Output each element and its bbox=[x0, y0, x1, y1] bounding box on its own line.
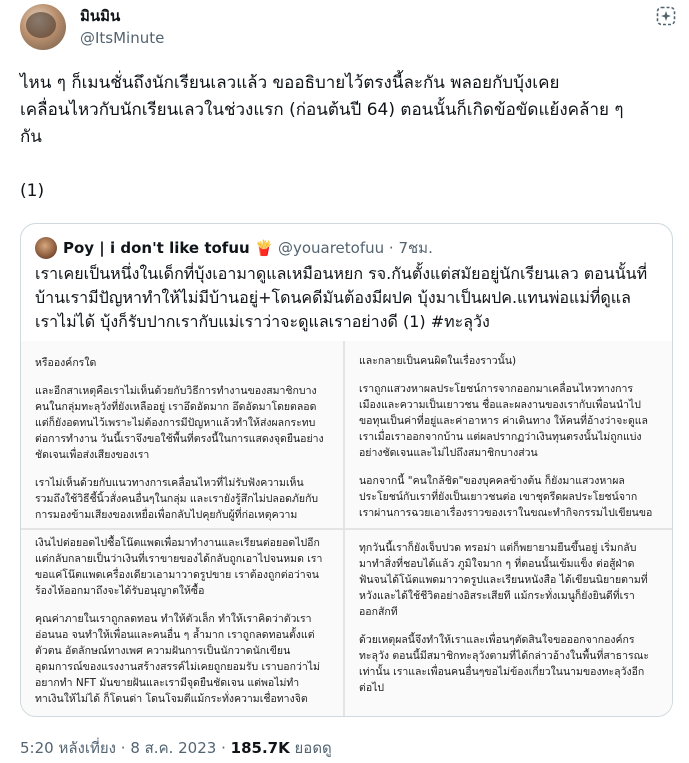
image-text-line: คุณค่าภายในเราถูกลดทอน ทำให้ตัวเล็ก ทำให้เราคิดว่าตัวเรา bbox=[35, 613, 312, 625]
tweet-thread-number: (1) bbox=[20, 181, 45, 201]
image-text-line: เท่านั้น เราและเพื่อนคนอื่นๆขอไม่ข้องเกี่ยวในนามของทะลุวังอีก bbox=[359, 666, 645, 678]
image-text-line: ร้องไห้ออกมาถึงจะได้รับอนุญาตให้ซื้อ bbox=[35, 585, 205, 597]
meta-separator: · bbox=[221, 739, 226, 757]
image-text-line: หรือองค์กรใด bbox=[35, 357, 97, 369]
tweet-line: กัน bbox=[20, 127, 42, 147]
quote-line: เราเคยเป็นหนึ่งในเด็กที่บุ้งเอามาดูแลเหมือนหยก รจ.กันตั้งแต่สมัยอยู่นักเรียนเลว ตอนนั้นที่ bbox=[35, 264, 648, 283]
image-text-line: เราถูกแสวงหาผลประโยชน์การจากออกมาเคลื่อนไหวทางการ bbox=[359, 383, 634, 395]
image-text-line: ทะลุวัง ตอนนี้มีสมาชิกทะลุวังตามที่ได้กล่าวอ้างในพื้นที่สาธารณะ bbox=[359, 650, 650, 662]
image-text-line: และกลายเป็นคนผิดในเรื่องราวนั้น) bbox=[359, 355, 517, 367]
quote-avatar bbox=[35, 237, 57, 259]
quote-line: เราไม่ได้ บุ้งก็รับปากเรากับแม่เราว่าจะดูแลเราอย่างดี (1) #ทะลุวัง bbox=[35, 312, 490, 331]
quote-text bbox=[35, 262, 660, 334]
post-date[interactable]: 8 ส.ค. 2023 bbox=[130, 739, 217, 757]
paragraph-gap bbox=[359, 528, 659, 540]
image-text-line: ออกสักที bbox=[359, 606, 398, 618]
image-text-line: อยากทำ NFT มันขายฝันและเรามีจุดยืนชัดเจน แต่พอไม่ทำ bbox=[35, 677, 300, 689]
author-name[interactable]: มินมิน bbox=[80, 7, 121, 25]
image-text-top-right bbox=[359, 353, 659, 521]
image-text-line: รวมถึงใช้วิธีชี้นิ้วสั่งคนอื่นๆในกลุ่ม และเรายังรู้สึกไม่ปลอดภัยกับ bbox=[35, 493, 319, 505]
paragraph-gap bbox=[35, 371, 325, 383]
image-text-line: ประโยชน์กับเราที่ยังเป็นเยาวชนต่อ เขาชุดรีดผลประโยชน์จาก bbox=[359, 491, 638, 503]
image-text-top-left bbox=[35, 355, 325, 523]
image-text-line: ทาเงินให้ไม่ได้ ก็โดนด่า โดนโจมตีแม้กระทั่งความเชื่อทางจิต bbox=[35, 693, 308, 705]
image-text-line: เมืองและความเป็นเยาวชน ชื่อและผลงานของเรากับเพื่อนนำไป bbox=[359, 399, 641, 411]
image-text-line: เราไม่เห็นด้วยกับแนวทางการเคลื่อนไหวที่ไม่รับฟังความเห็น bbox=[35, 477, 304, 489]
image-text-line: เงินไปต่อยอดไปซื้อโน๊ตแพดเพื่อมาทำงานและเรียนต่อยอดไปอีก bbox=[35, 537, 320, 549]
post-time[interactable]: 5:20 หลังเที่ยง bbox=[20, 739, 116, 757]
image-text-line: และอีกสาเหตุคือเราไม่เห็นด้วยกับวิธีการทำงานของสมาชิกบาง bbox=[35, 385, 317, 397]
views-count: 185.7K bbox=[230, 739, 290, 757]
quote-timestamp: 7ชม. bbox=[398, 239, 433, 257]
image-text-line: ต่อการทำงาน วันนี้เราจึงขอใช้พื้นที่ตรงนี้ในการแสดงจุดยืนอย่าง bbox=[35, 433, 324, 445]
image-text-bottom-left bbox=[35, 535, 325, 707]
quote-author-handle: @youaretofuu bbox=[277, 239, 385, 257]
image-text-bottom-right bbox=[359, 528, 659, 696]
author-avatar[interactable] bbox=[20, 4, 66, 50]
views-label: ยอดดู bbox=[294, 739, 332, 757]
image-text-line: ขอทุนเป็นค่าที่อยู่และค่าอาหาร ค่าเดินทาง ให้คนที่อ้างว่าจะดูแล bbox=[359, 415, 648, 427]
image-text-line: ฟันจนได้โน้ตแพดมาวาดรูปและเรียนหนังสือ ได้เขียนนิยายตามที่ bbox=[359, 574, 648, 586]
paragraph-gap bbox=[35, 463, 325, 475]
image-text-line: อ่อนนอ จนทำให้เพื่อนและคนอื่น ๆ ล้ำมาก เราถูกลดทอนตั้งแต่ bbox=[35, 629, 315, 641]
image-text-line: นอกจากนี้ "คนใกล้ชิด"ของบุคคลข้างต้น ก็ยังมาแสวงหาผล bbox=[359, 475, 625, 487]
image-text-line: แต่กลับกลายเป็นว่าเงินที่เราขายของได้กลับถูกเอาไปจนหมด เรา bbox=[35, 553, 323, 565]
image-text-line: ขอแค่โน๊ตแพดเครื่องเดียวเอามาวาดรูปขาย เราต้องถูกต่อว่าจน bbox=[35, 569, 319, 581]
tweet-text bbox=[20, 70, 675, 205]
image-text-line: มาทำสิ่งที่ชอบได้แล้ว ภูมิใจมาก ๆ ที่ตอนนั้นเข้มแข็ง ต่อสู้ฝ่าด bbox=[359, 558, 635, 570]
quoted-tweet[interactable] bbox=[20, 223, 673, 717]
image-text-line: อย่างชัดเจนและไม่ไปถึงสมาชิกบางส่วน bbox=[359, 447, 538, 459]
paragraph-gap bbox=[35, 599, 325, 611]
paragraph-gap bbox=[359, 620, 659, 632]
tweet-meta bbox=[20, 738, 332, 758]
image-text-line: ตัวตน อัตลักษณ์ทางเพศ ความฝันการเป็นนักวาดนักเขียน bbox=[35, 645, 291, 657]
quote-attached-image[interactable] bbox=[21, 341, 672, 717]
quote-author-name: Poy | i don't like tofuu bbox=[63, 239, 250, 257]
paragraph-gap bbox=[359, 461, 659, 473]
image-text-line: ชัดเจนเพื่อส่งเสียงของเรา bbox=[35, 449, 150, 461]
image-text-line: แต่ก็ยังอดทนไว้เพราะไม่ต้องการมีปัญหาแล้วทำให้ส่งผลกระทบ bbox=[35, 417, 316, 429]
image-text-line: คนในกลุ่มทะลุวังที่ยังเหลืออยู่ เราอึดอัดมาก อึดอัดมาโดยตลอด bbox=[35, 401, 317, 413]
quote-separator: · bbox=[388, 239, 394, 257]
paragraph-gap bbox=[359, 369, 659, 381]
fries-emoji-icon: 🍟 bbox=[254, 239, 274, 257]
quote-header bbox=[63, 238, 433, 258]
image-text-line: อุดมการณ์ของแรงงานสร้างสรรค์ไม่เคยถูกยอมรับ เราบอกว่าไม่ bbox=[35, 661, 320, 673]
image-text-line: ทุกวันนี้เราก็ยังเจ็บปวด ทรอม่า แต่ก็พยายามยืนขึ้นอยู่ เริ่มกลับ bbox=[359, 542, 637, 554]
image-text-line: การมองข้ามเสียงของเหยื่อเพื่อกลับไปคุยกับผู้ที่ก่อเหตุความ bbox=[35, 509, 298, 521]
image-text-line: เราเมื่อเราออกจากบ้าน แต่ผลปรากฏว่าเงินทุนตรงนั้นไม่ถูกแบ่ง bbox=[359, 431, 642, 443]
image-text-line: เราผ่านการฉวยเอาเรื่องราวของเราในขณะทำกิจกรรมไปเขียนขอ bbox=[359, 507, 653, 519]
author-handle[interactable]: @ItsMinute bbox=[80, 29, 165, 47]
image-text-line: หวังและได้ใช้ชีวิตอย่างอิสระเสียที แม้กระทั่งเมนูก็ยังยินดีที่เรา bbox=[359, 590, 635, 602]
tweet-line: ไหน ๆ ก็เมนชั่นถึงนักเรียนเลวแล้ว ขออธิบายไว้ตรงนี้ละกัน พลอยกับบุ้งเคย bbox=[20, 73, 560, 93]
meta-separator: · bbox=[120, 739, 126, 757]
tweet-line: เคลื่อนไหวกับนักเรียนเลวในช่วงแรก (ก่อนต้นปี 64) ตอนนั้นก็เกิดข้อขัดแย้งคล้าย ๆ bbox=[20, 100, 624, 120]
sparkle-icon[interactable] bbox=[656, 6, 676, 26]
quote-line: บ้านเรามีปัญหาทำให้ไม่มีบ้านอยู่+โดนคดีมันต้องมีผปค บุ้งมาเป็นผปค.แทนพ่อแม่ที่ดูแล bbox=[35, 288, 631, 307]
image-text-line: ด้วยเหตุผลนี้จึงทำให้เราและเพื่อนๆตัดสินใจขอออกจากองค์กร bbox=[359, 634, 635, 646]
image-text-line: ต่อไป bbox=[359, 682, 385, 694]
